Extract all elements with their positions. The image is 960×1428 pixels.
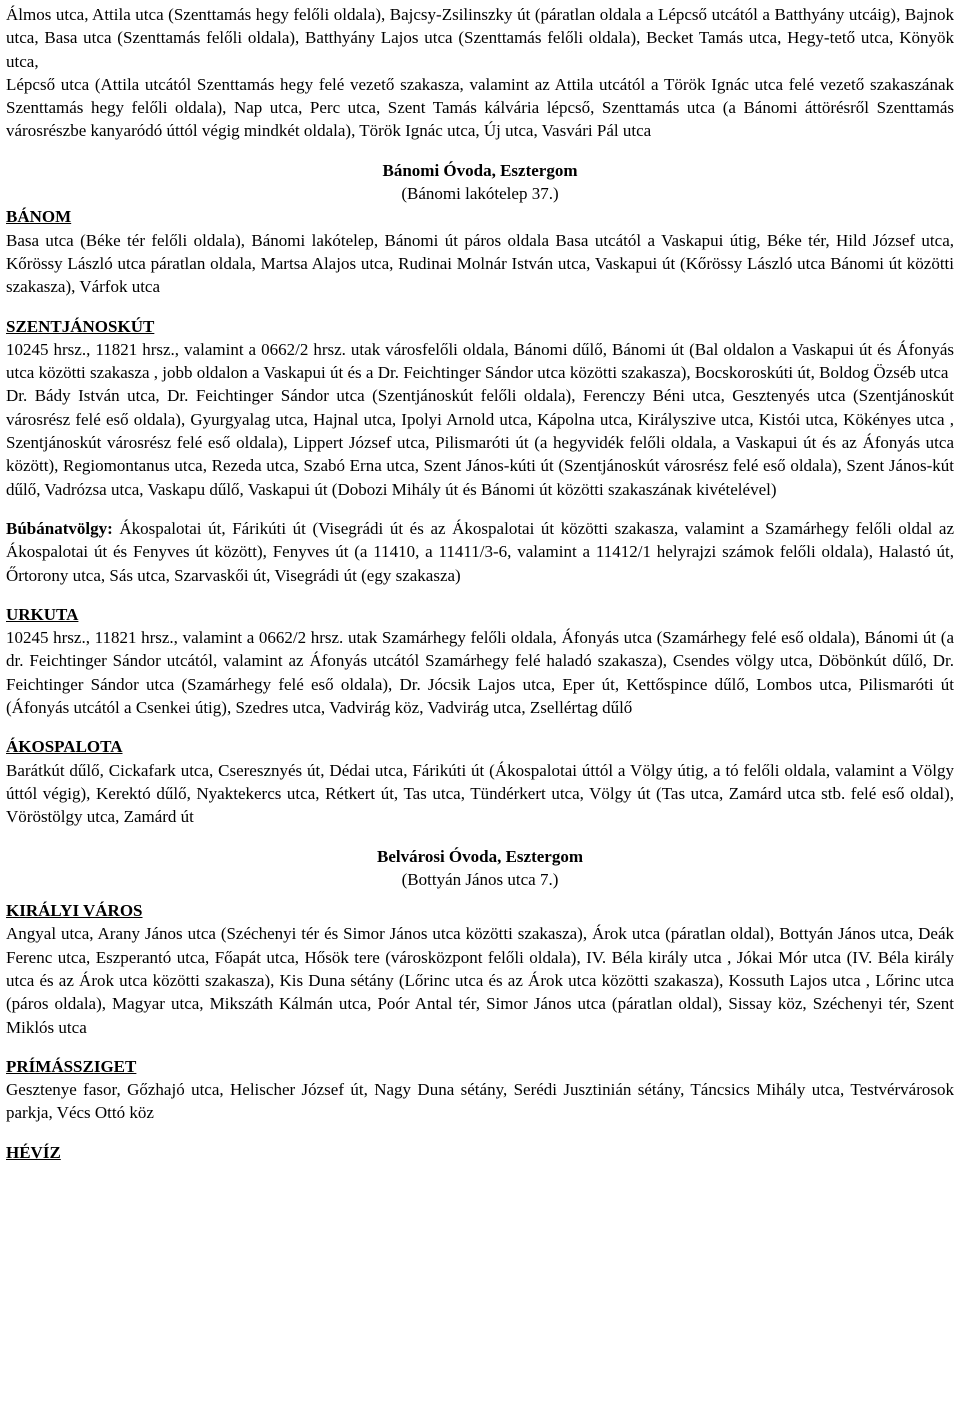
belvarosi-kindergarten-title: Belvárosi Óvoda, Esztergom [376, 846, 584, 866]
intro-paragraph-2: Lépcső utca (Attila utcától Szenttamás hegy felé vezető szakasza, valamint az Attila utcától a Török Ignác utca felé vezető szakaszának Szenttamás hegy felőli oldala), Nap utca, Perc utca, Szent Tamás kálvária lépcső, Szenttamás utca (a Bánomi áttörésről Szenttamás városrészbe kanyaródó úttól végig mindkét oldala), Török Ignác utca, Új utca, Vasvári Pál utca [6, 74, 954, 141]
belvarosi-kindergarten-address: (Bottyán János utca 7.) [401, 869, 559, 889]
szentjanoskut-heading: SZENTJÁNOSKÚT [6, 316, 155, 336]
bubanatvolgy-street-list: Ákospalotai út, Fárikúti út (Visegrádi út és az Ákospalotai út közötti szakasza, valamint a Szamárhegy felőli oldal az Ákospalotai út és Fenyves út között), Fenyves út (a 11410, a 11411/3-6, valamint a 11412/1 helyrajzi számok felőli oldala), Halastó út, Őrtorony utca, Sás utca, Szarvaskői út, Visegrádi út (egy szakasza) [6, 518, 954, 585]
intro-paragraph-1: Álmos utca, Attila utca (Szenttamás hegy felőli oldala), Bajcsy-Zsilinszky út (páratlan oldala a Lépcső utcától a Batthyány utcáig), Bajnok utca, Basa utca (Szenttamás felőli oldala), Batthyány Lajos utca (Szenttamás felőli oldala), Becket Tamás utca, Hegy-tető utca, Könyök utca, [6, 5, 954, 71]
banom-heading: BÁNOM [6, 207, 72, 227]
kiralyi-varos-heading: KIRÁLYI VÁROS [6, 901, 143, 921]
primassziget-heading: PRÍMÁSSZIGET [6, 1056, 137, 1076]
szentjanoskut-street-list-2: Dr. Bády István utca, Dr. Feichtinger Sándor utca (Szentjánoskút felőli oldala), Ferenczy Béni utca, Gesztenyés utca (Szentjánoskút városrész felé eső oldala), Gyurgyalag utca, Hajnal utca, Ipolyi Arnold utca, Kápolna utca, Királyszive utca, Kistói utca, Kökényes utca , Szentjánoskút városrész felé eső oldala), Lippert József utca, Pilismaróti út (a hegyvidék felőli oldala, a Vaskapui út és az Áfonyás utca között), Regiomontanus utca, Rezeda utca, Szabó Erna utca, Szent János-kúti út (Szentjánoskút városrész felé eső oldala), Szent János-kút dűlő, Vadrózsa utca, Vaskapu dűlő, Vaskapui út (Dobozi Mihály út és Bánomi út közötti szakaszának kivételével) [6, 386, 954, 499]
primassziget-street-list: Gesztenye fasor, Gőzhajó utca, Helischer József út, Nagy Duna sétány, Serédi Jusztinián sétány, Táncsics Mihály utca, Testvérvárosok parkja, Vécs Ottó köz [6, 1080, 954, 1123]
document-page [6, 3, 954, 1164]
banom-street-list: Basa utca (Béke tér felőli oldala), Bánomi lakótelep, Bánomi út páros oldala Basa utcától a Vaskapui útig, Béke tér, Hild József utca, Kőrössy László utca páratlan oldala, Martsa Alajos utca, Rudinai Molnár István utca, Vaskapui út (Kőrössy László utca Bánomi út közötti szakasza), Várfok utca [6, 230, 954, 297]
urkuta-heading: URKUTA [6, 604, 79, 624]
banomi-kindergarten-title: Bánomi Óvoda, Esztergom [382, 160, 578, 180]
urkuta-street-list: 10245 hrsz., 11821 hrsz., valamint a 0662/2 hrsz. utak Szamárhegy felőli oldala, Áfonyás utca (Szamárhegy felé eső oldala), Bánomi út (a dr. Feichtinger Sándor utcától, valamint az Áfonyás utcától Szamárhegy felé haladó szakasza), Csendes völgy utca, Döbönkút dűlő, Dr. Feichtinger Sándor utca (Szamárhegy felé eső oldala), Dr. Jócsik Lajos utca, Eper út, Kettőspince dűlő, Lombos utca, Pilismaróti út (Áfonyás utcától a Csenkei útig), Szedres utca, Vadvirág köz, Vadvirág utca, Zsellértag dűlő [6, 628, 954, 718]
bubanatvolgy-label: Búbánatvölgy: [6, 518, 113, 538]
bubanatvolgy-paragraph [6, 517, 954, 587]
akospalota-heading: ÁKOSPALOTA [6, 737, 123, 757]
heviz-heading: HÉVÍZ [6, 1142, 61, 1162]
banomi-kindergarten-address: (Bánomi lakótelep 37.) [401, 184, 559, 204]
akospalota-street-list: Barátkút dűlő, Cickafark utca, Cseresznyés út, Dédai utca, Fárikúti út (Ákospalotai úttól a Völgy útig, a tó felőli oldala, valamint a Völgy úttól végig), Kerektó dűlő, Nyaktekercs utca, Rétkert út, Tas utca, Tündérkert utca, Völgy út (Tas utca, Zamárd utca stb. felé eső oldal), Vöröstölgy utca, Zamárd út [6, 760, 954, 827]
kiralyi-varos-street-list: Angyal utca, Arany János utca (Széchenyi tér és Simor János utca közötti szakasza), Árok utca (páratlan oldal), Bottyán János utca, Deák Ferenc utca, Eszperantó utca, Főapát utca, Hősök tere (városközpont felőli oldala), IV. Béla király utca , Jókai Mór utca (IV. Béla király utca és az Árok utca közötti szakasza), Kis Duna sétány (Lőrinc utca és az Árok utca közötti szakasza), Kossuth Lajos utca , Lőrinc utca (páros oldala), Magyar utca, Mikszáth Kálmán utca, Poór Antal tér, Simor János utca (páratlan oldal), Sissay köz, Széchenyi tér, Szent Miklós utca [6, 924, 954, 1037]
szentjanoskut-street-list-1: 10245 hrsz., 11821 hrsz., valamint a 0662/2 hrsz. utak városfelőli oldala, Bánomi dűlő, Bánomi út (Bal oldalon a Vaskapui út és Áfonyás utca közötti szakasza , jobb oldalon a Vaskapui út és a Dr. Feichtinger Sándor utca közötti szakasza), Bocskoroskúti út, Boldog Özséb utca [6, 339, 954, 383]
